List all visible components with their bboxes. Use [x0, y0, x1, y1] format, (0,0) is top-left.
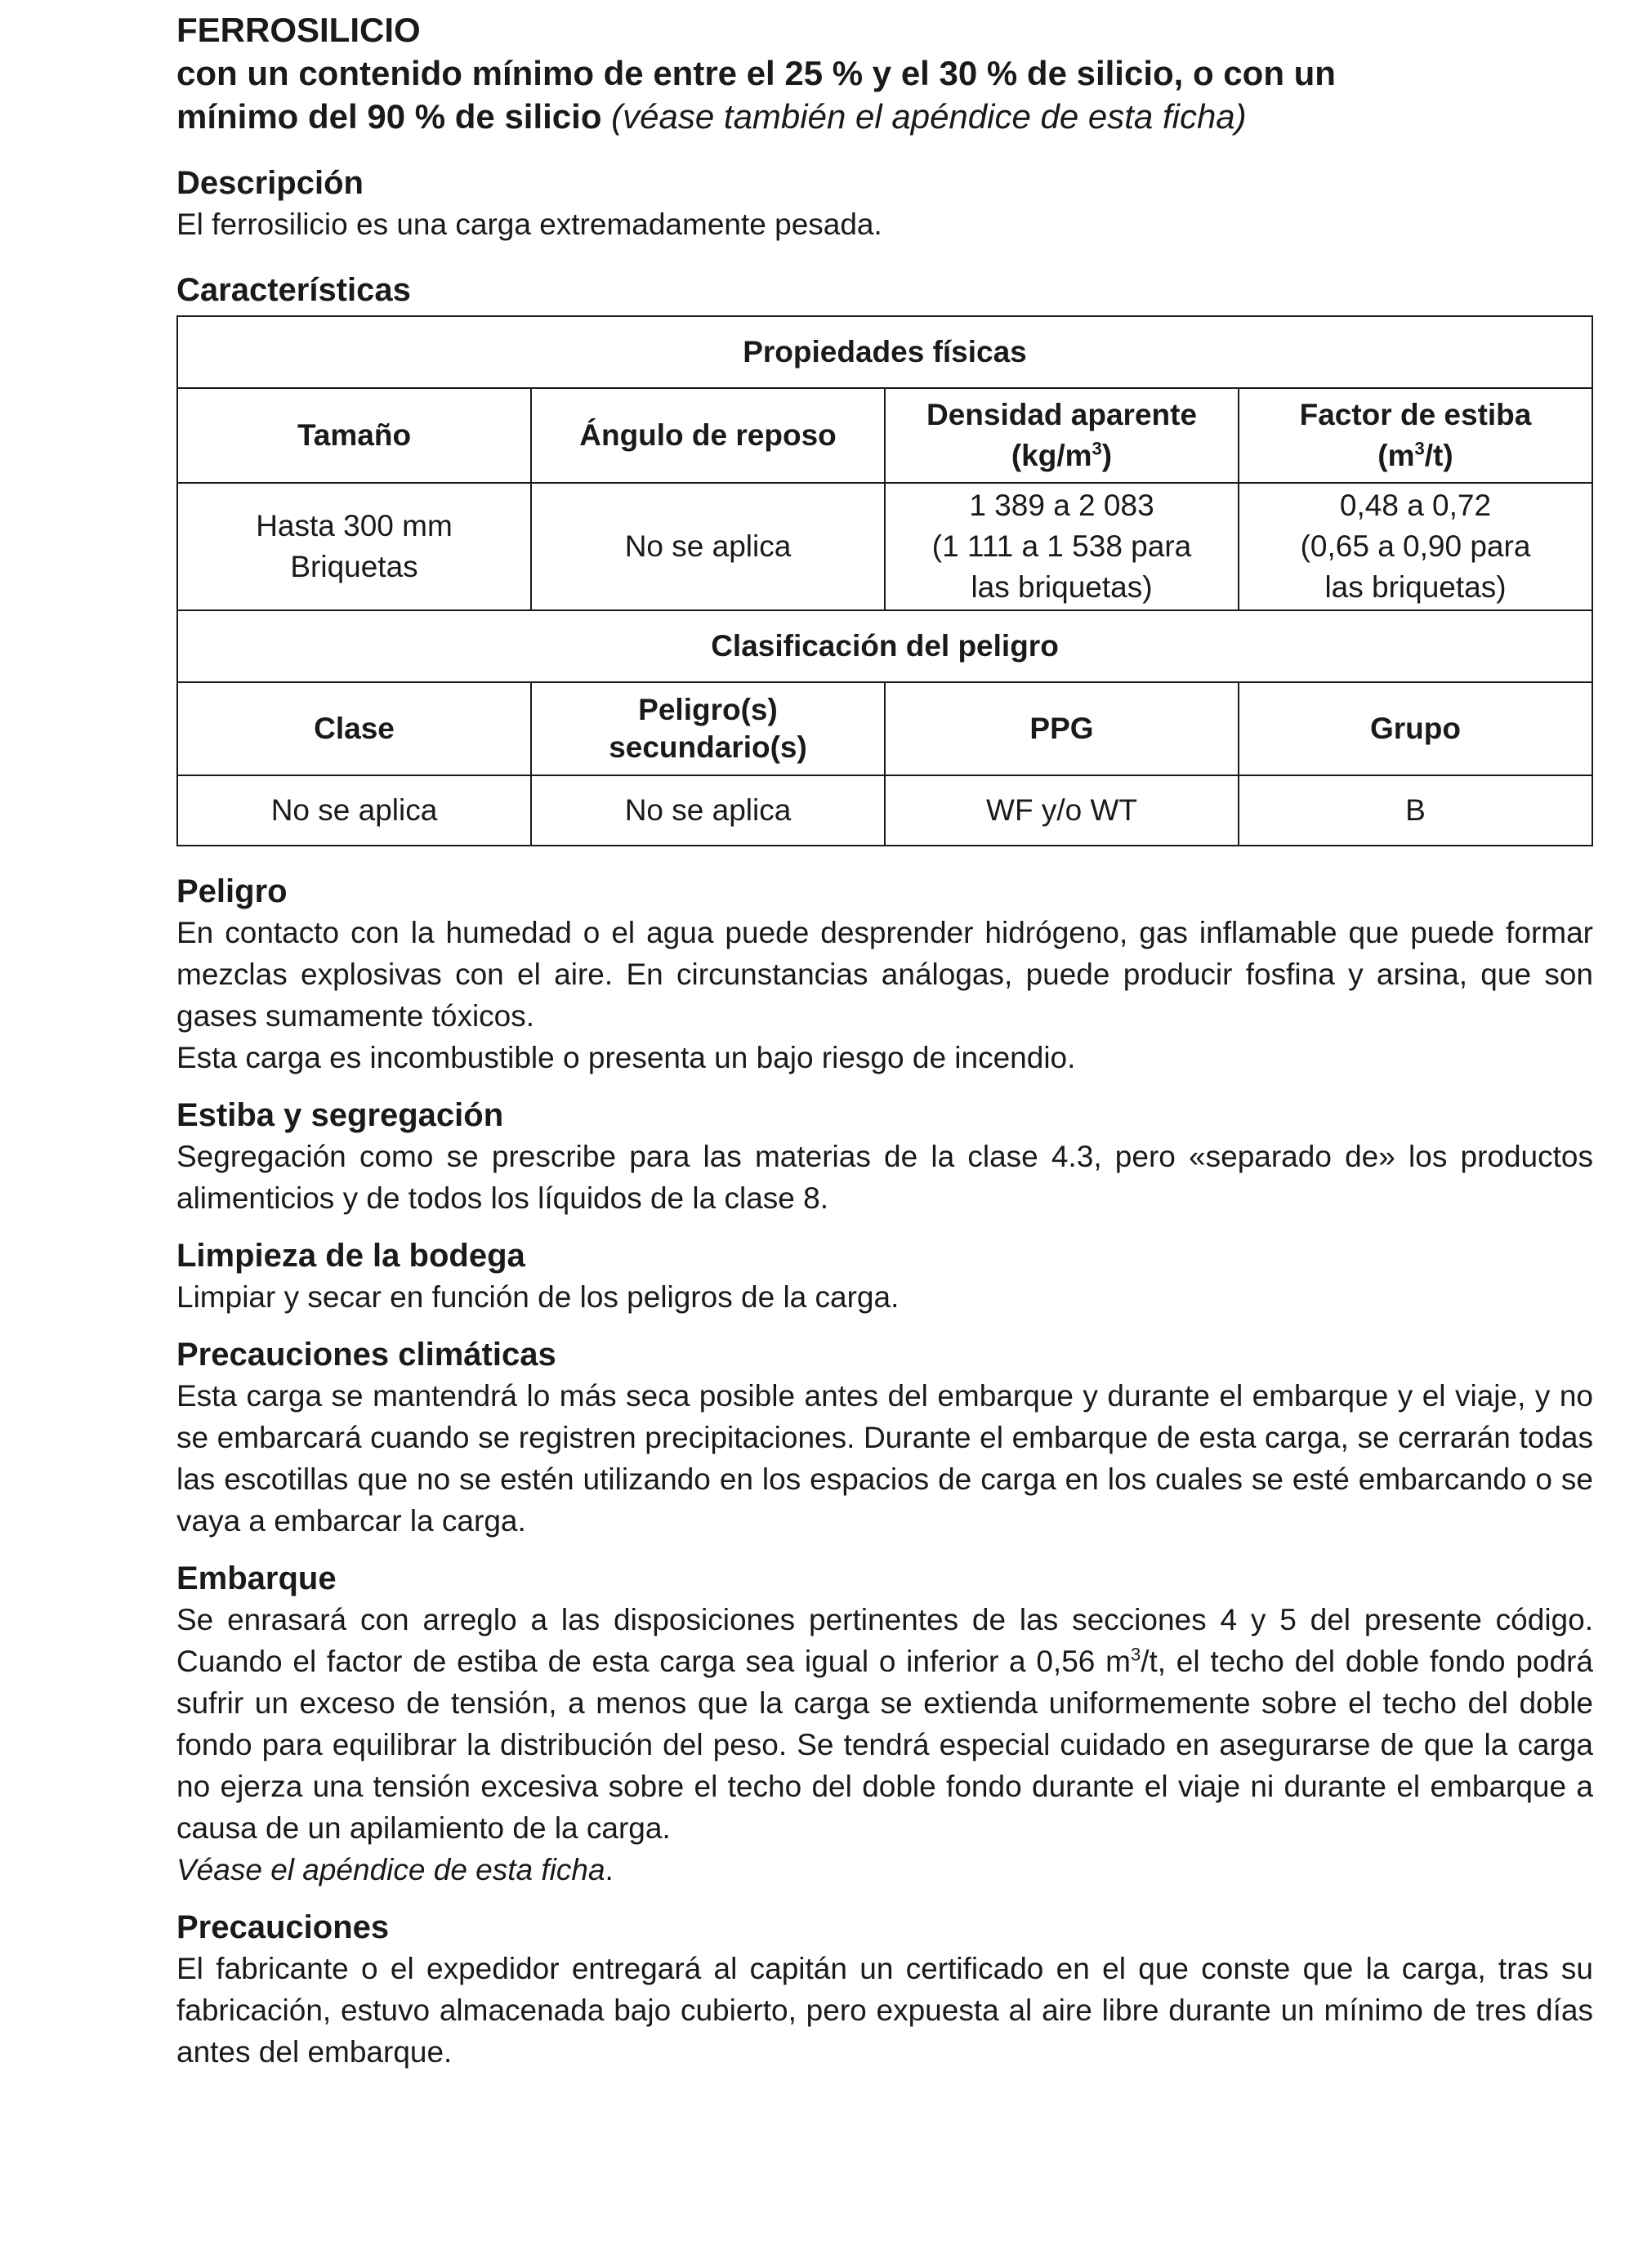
section-heading-peligro: Peligro — [176, 873, 288, 909]
header-bulk-density-label: Densidad aparente — [926, 398, 1198, 431]
header-mhb: PPG — [885, 682, 1239, 775]
estiba-text: Segregación como se prescribe para las materias de la clase 4.3, pero «separado de» los productos alimenticios y de todos los líquidos de la clase 8. — [176, 1140, 1593, 1215]
value-class: No se aplica — [177, 775, 531, 846]
physical-properties-title: Propiedades físicas — [177, 316, 1592, 388]
section-heading-descripcion: Descripción — [176, 165, 364, 201]
embarque-note-italic: Véase el apéndice de esta ficha — [176, 1853, 605, 1886]
section-heading-embarque: Embarque — [176, 1560, 337, 1596]
cargo-subtitle-note: (véase también el apéndice de esta ficha) — [611, 97, 1247, 136]
header-group: Grupo — [1239, 682, 1592, 775]
limpieza-text: Limpiar y secar en función de los peligros de la carga. — [176, 1280, 900, 1314]
value-angle-of-repose: No se aplica — [531, 483, 885, 610]
header-angle-of-repose: Ángulo de reposo — [531, 388, 885, 483]
value-mhb: WF y/o WT — [885, 775, 1239, 846]
value-subsidiary-hazard: No se aplica — [531, 775, 885, 846]
cargo-name: FERROSILICIO — [176, 11, 421, 49]
peligro-text: En contacto con la humedad o el agua puede desprender hidrógeno, gas inflamable que puede formar mezclas explosivas con el aire. En circunstancias análogas, puede producir fosfina y arsina, que son gases sumamente tóxicos. — [176, 916, 1593, 1033]
section-heading-precauciones: Precauciones — [176, 1909, 390, 1945]
peligro-fire-text: Esta carga es incombustible o presenta un bajo riesgo de incendio. — [176, 1041, 1076, 1074]
cargo-subtitle-bold: mínimo del 90 % de silicio — [176, 97, 602, 136]
header-stowage-factor-label: Factor de estiba — [1299, 398, 1532, 431]
header-stowage-factor-unit: $(m^3/t)$ — [1377, 438, 1453, 472]
precauciones-text: El fabricante o el expedidor entregará al capitán un certificado en el que conste que la carga, tras su fabricación, estuvo almacenada bajo cubierto, pero expuesta al aire libre durante un mínimo de tres días antes del embarque. — [176, 1952, 1593, 2069]
hazard-classification-title: Clasificación del peligro — [177, 610, 1592, 682]
header-bulk-density-unit: $(kg/m^3)$ — [1011, 438, 1113, 472]
section-heading-precauciones-climaticas: Precauciones climáticas — [176, 1337, 556, 1373]
value-group: B — [1239, 775, 1592, 846]
cargo-subtitle-line-2 — [176, 95, 1593, 138]
cargo-subtitle-line-1: con un contenido mínimo de entre el 25 % y el 30 % de silicio, o con un — [176, 54, 1336, 92]
header-bulk-density — [885, 388, 1239, 483]
section-heading-limpieza: Limpieza de la bodega — [176, 1238, 525, 1274]
value-bulk-density: 1 389 a 2 083 (1 111 a 1 538 para las briquetas) — [885, 483, 1239, 610]
header-stowage-factor — [1239, 388, 1592, 483]
section-heading-caracteristicas: Características — [176, 272, 411, 308]
header-class: Clase — [177, 682, 531, 775]
header-size: Tamaño — [177, 388, 531, 483]
value-size: Hasta 300 mm Briquetas — [177, 483, 531, 610]
value-stowage-factor: 0,48 a 0,72 (0,65 a 0,90 para las briquetas) — [1239, 483, 1592, 610]
embarque-note: Véase el apéndice de esta ficha. — [176, 1853, 614, 1886]
header-subsidiary-hazard: Peligro(s) secundario(s) — [531, 682, 885, 775]
embarque-text: Se enrasará con arreglo a las disposiciones pertinentes de las secciones 4 y 5 del presente código. Cuando el factor de estiba de esta carga sea igual o inferior a 0,56 $m^3/t$, el techo del doble fondo podrá sufrir un exceso de tensión, a menos que la carga se extienda uniformemente sobre el techo del doble fondo para equilibrar la distribución del peso. Se tendrá especial cuidado en asegurarse de que la carga no ejerza una tensión excesiva sobre el techo del doble fondo durante el viaje ni durante el embarque a causa de un apilamiento de la carga. — [176, 1603, 1593, 1845]
characteristics-table — [176, 315, 1593, 846]
precauciones-climaticas-text: Esta carga se mantendrá lo más seca posible antes del embarque y durante el embarque y el viaje, y no se embarcará cuando se registren precipitaciones. Durante el embarque de esta carga, se cerrarán todas las escotillas que no se estén utilizando en los espacios de carga en los cuales se esté embarcando o se vaya a embarcar la carga. — [176, 1379, 1593, 1538]
cargo-title-block — [176, 8, 1593, 138]
document-page — [176, 0, 1593, 2073]
descripcion-text: El ferrosilicio es una carga extremadamente pesada. — [176, 208, 882, 241]
section-heading-estiba: Estiba y segregación — [176, 1097, 504, 1133]
